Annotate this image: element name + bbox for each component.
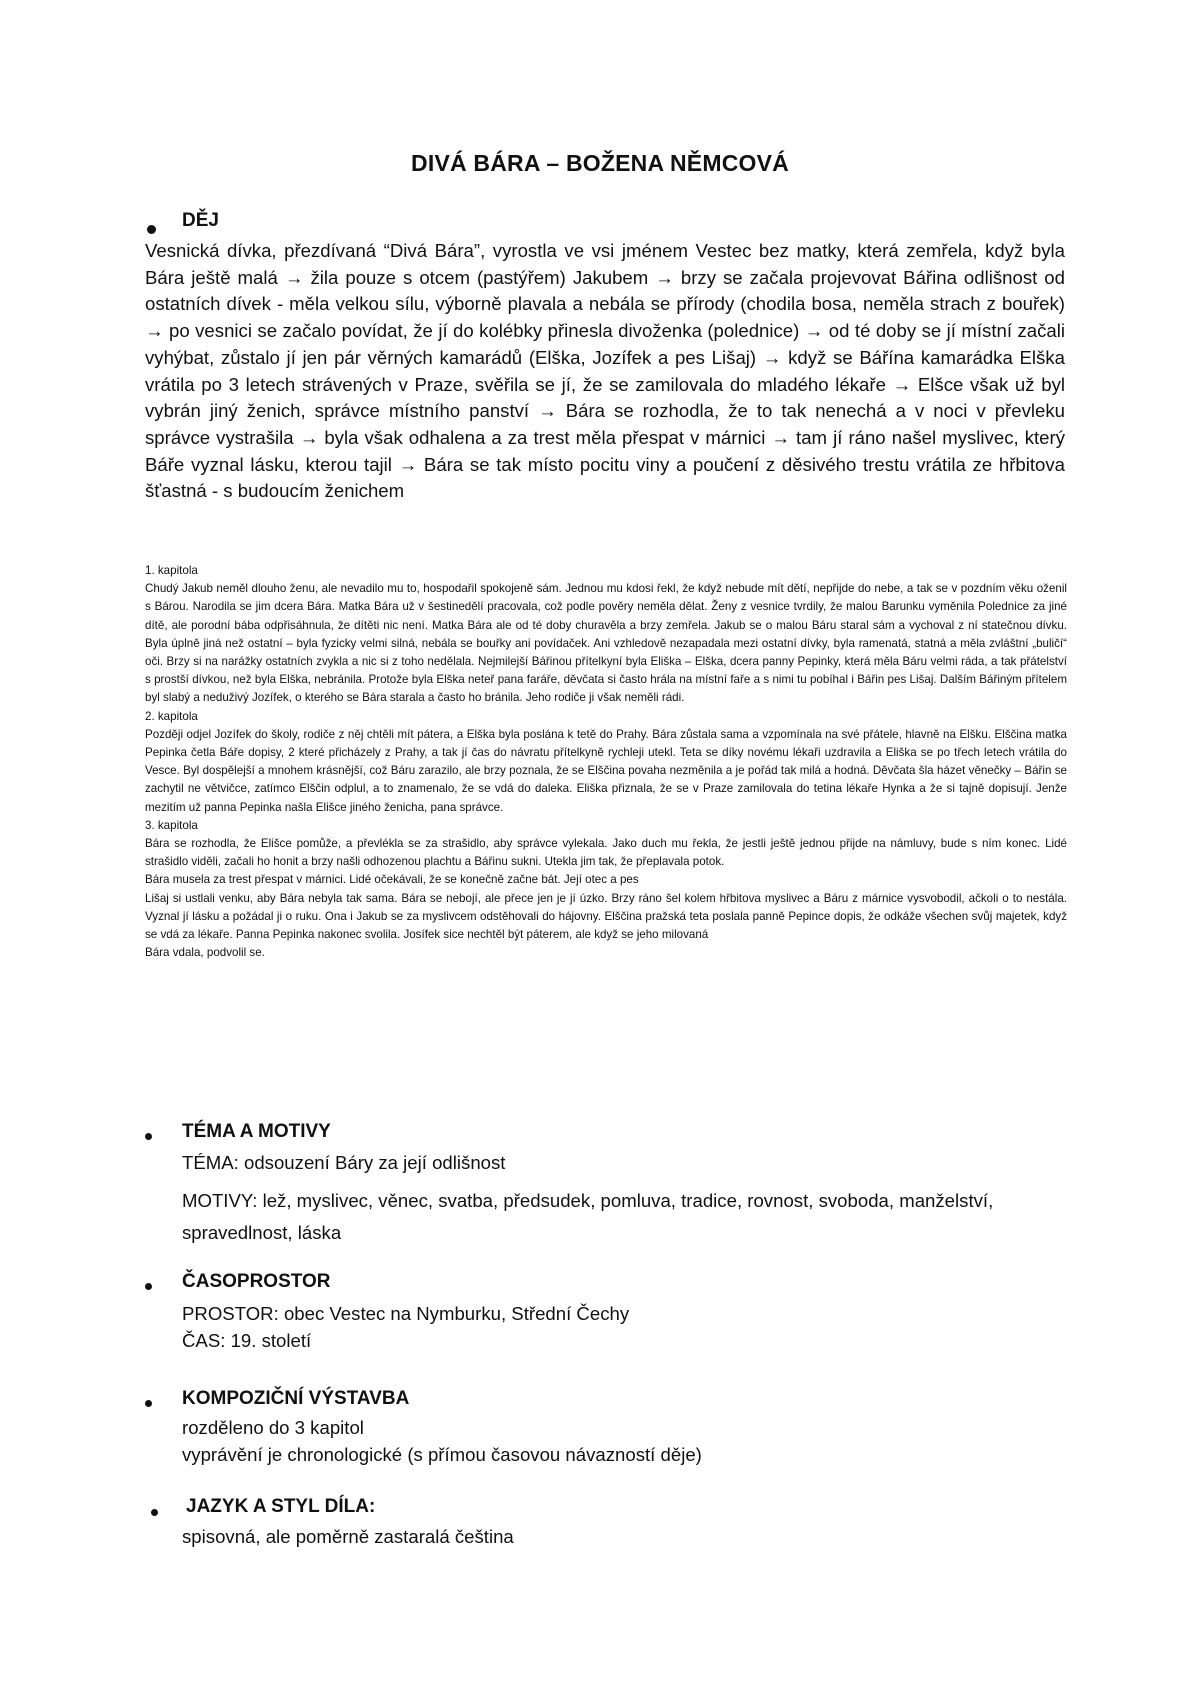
tema-line: TÉMA: odsouzení Báry za její odlišnost — [182, 1152, 506, 1173]
bullet-icon — [145, 1133, 152, 1140]
section-heading-tema: TÉMA A MOTIVY — [182, 1121, 331, 1142]
jazyk-line-1: spisovná, ale poměrně zastaralá čeština — [182, 1526, 514, 1547]
kompozice-line-2: vyprávění je chronologické (s přímou časovou návazností děje) — [182, 1444, 702, 1465]
chapter-2-text: Později odjel Jozífek do školy, rodiče z něj chtěli mít pátera, a Elška byla poslána k tetě do Prahy. Bára zůstala sama a vzpomínala na své přátele, hlavně na Elšku. Elščina matka Pepinka četla Báře dopisy, 2 které přicházely z Prahy, a tak jí čas do návratu přítelkyně rychleji utekl. Teta se díky novému lékaři uzdravila a Eliška se po třech letech vrátila do Vesce. Byl dospělejší a mnohem krásnější, což Báru zarazilo, ale brzy poznala, že se Elščina povaha nezměnila a je pořád tak milá a hodná. Děvčata šla házet věnečky – Bářin se zachytil ne větvičce, zatímco Elščin odplul, a to znamenalo, že se vdá do daleka. Eliška přiznala, že se v Praze zamilovala do tetina lékaře Hynka a že si tajně dopisují. Jenže mezitím už panna Pepinka našla Elišce jiného ženicha, pana správce. — [145, 727, 1067, 814]
document-title: DIVÁ BÁRA – BOŽENA NĚMCOVÁ — [411, 150, 789, 176]
section-heading-kompozice: KOMPOZIČNÍ VÝSTAVBA — [182, 1388, 410, 1409]
prostor-line: PROSTOR: obec Vestec na Nymburku, Střední Čechy — [182, 1303, 630, 1324]
cas-line: ČAS: 19. století — [182, 1330, 312, 1351]
chapter-3-text: Bára se rozhodla, že Elišce pomůže, a převlékla se za strašidlo, aby správce vylekala. Jako duch mu řekla, že jestli ještě jednou přijde na námluvy, bude s ním konec. Lidé strašidlo viděli, začali ho honit a brzy našli odhozenou plachtu a Bářinu sukni. Utekla jim tak, že přeplavala potok. — [145, 837, 1067, 869]
chapter-3-text: Bára musela za trest přespat v márnici. Lidé očekávali, že se konečně začne bát. Její otec a pes — [145, 873, 639, 887]
section-heading-dej: DĚJ — [182, 210, 219, 231]
chapter-3-label: 3. kapitola — [145, 818, 198, 832]
section-heading-casoprostor: ČASOPROSTOR — [182, 1271, 331, 1292]
motivy-line: MOTIVY: lež, myslivec, věnec, svatba, předsudek, pomluva, tradice, rovnost, svoboda, manželství, spravedlnost, láska — [182, 1190, 994, 1243]
chapter-1-label: 1. kapitola — [145, 564, 198, 577]
bullet-icon — [145, 1283, 152, 1290]
bullet-icon — [145, 1400, 152, 1407]
chapter-3-text: Lišaj si ustlali venku, aby Bára nebyla tak sama. Bára se nebojí, ale přece jen je jí úzko. Brzy ráno šel kolem hřbitova myslivec a Báru z márnice vysvobodil, ačkoli o to nestála. Vyznal jí lásku a požádal ji o ruku. Ona i Jakub se za myslivcem odstěhovali do hájovny. Elščina pražská teta poslala panně Pepince dopis, že odkáže všechen svůj majetek, když se vdá za lékaře. Panna Pepinka nakonec svolila. Josífek sice nechtěl být páterem, ale když se jeho milovaná — [145, 891, 1067, 942]
chapter-2-label: 2. kapitola — [145, 709, 198, 723]
chapter-summaries — [145, 562, 1067, 962]
plot-summary: Vesnická dívka, přezdívaná “Divá Bára”, vyrostla ve vsi jménem Vestec bez matky, která zemřela, když byla Bára ještě malá → žila pouze s otcem (pastýřem) Jakubem → brzy se začala projevovat Bářina odlišnost od ostatních dívek - měla velkou sílu, výborně plavala a nebála se přírody (chodila bosa, neměla strach z bouřek) → po vesnici se začalo povídat, že jí do kolébky přinesla divoženka (polednice) → od té doby se jí místní začali vyhýbat, zůstalo jí jen pár věrných kamarádů (Elška, Jozífek a pes Lišaj) → když se Bářína kamarádka Elška vrátila po 3 letech strávených v Praze, svěřila se jí, že se zamilovala do mladého lékaře → Elšce však už byl vybrán jiný ženich, správce místního panství → Bára se rozhodla, že to tak nenechá a v noci v převleku správce vystrašila → byla však odhalena a za trest měla přespat v márnici → tam jí ráno našel myslivec, který Báře vyznal lásku, kterou tajil → Bára se tak místo pocitu viny a poučení z děsivého trestu vrátila ze hřbitova šťastná - s budoucím ženichem — [145, 240, 1065, 502]
section-heading-jazyk: JAZYK A STYL DÍLA: — [186, 1496, 376, 1517]
bullet-icon — [147, 225, 156, 234]
bullet-icon — [151, 1509, 158, 1516]
chapter-3-text: Bára vdala, podvolil se. — [145, 946, 265, 960]
kompozice-line-1: rozděleno do 3 kapitol — [182, 1417, 364, 1438]
chapter-1-text: Chudý Jakub neměl dlouho ženu, ale nevadilo mu to, hospodařil spokojeně sám. Jednou mu kdosi řekl, že když nebude mít dětí, nepřijde do nebe, a tak se v pozdním věku oženil s Bárou. Narodila se jim dcera Bára. Matka Bára už v šestinedělí pracovala, což podle pověry neměla dělat. Ženy z vesnice tvrdily, že malou Barunku vyměnila Polednice za jiné dítě, ale porodní bába odpřisáhnula, že dítěti nic není. Matka Bára ale od té doby churavěla a brzy zemřela. Jakub se o malou Báru staral sám a vychoval z ní statečnou dívku. Byla úplně jiná než ostatní – byla fyzicky velmi silná, nebála se bouřky ani povídaček. Ani vzhledově nezapadala mezi ostatní dívky, byla ramenatá, statná a měla zvláštní „buličí“ oči. Brzy si na narážky ostatních zvykla a nic si z toho nedělala. Nejmilejší Bářinou přítelkyní byla Eliška – Elška, dcera panny Pepinky, která měla Báru velmi ráda, a tak přátelství s prostší dívkou, než byla Elška, nebránila. Protože byla Elška neteř pana faráře, děvčata si často hrála na místní faře a s nimi tu pobíhal i Bářin pes Lišaj. Dalším Bářiným přítelem byl slabý a neduživý Jozífek, o kterého se Bára starala a často ho bránila. Jeho rodiče ji však neměli rádi. — [145, 582, 1067, 705]
